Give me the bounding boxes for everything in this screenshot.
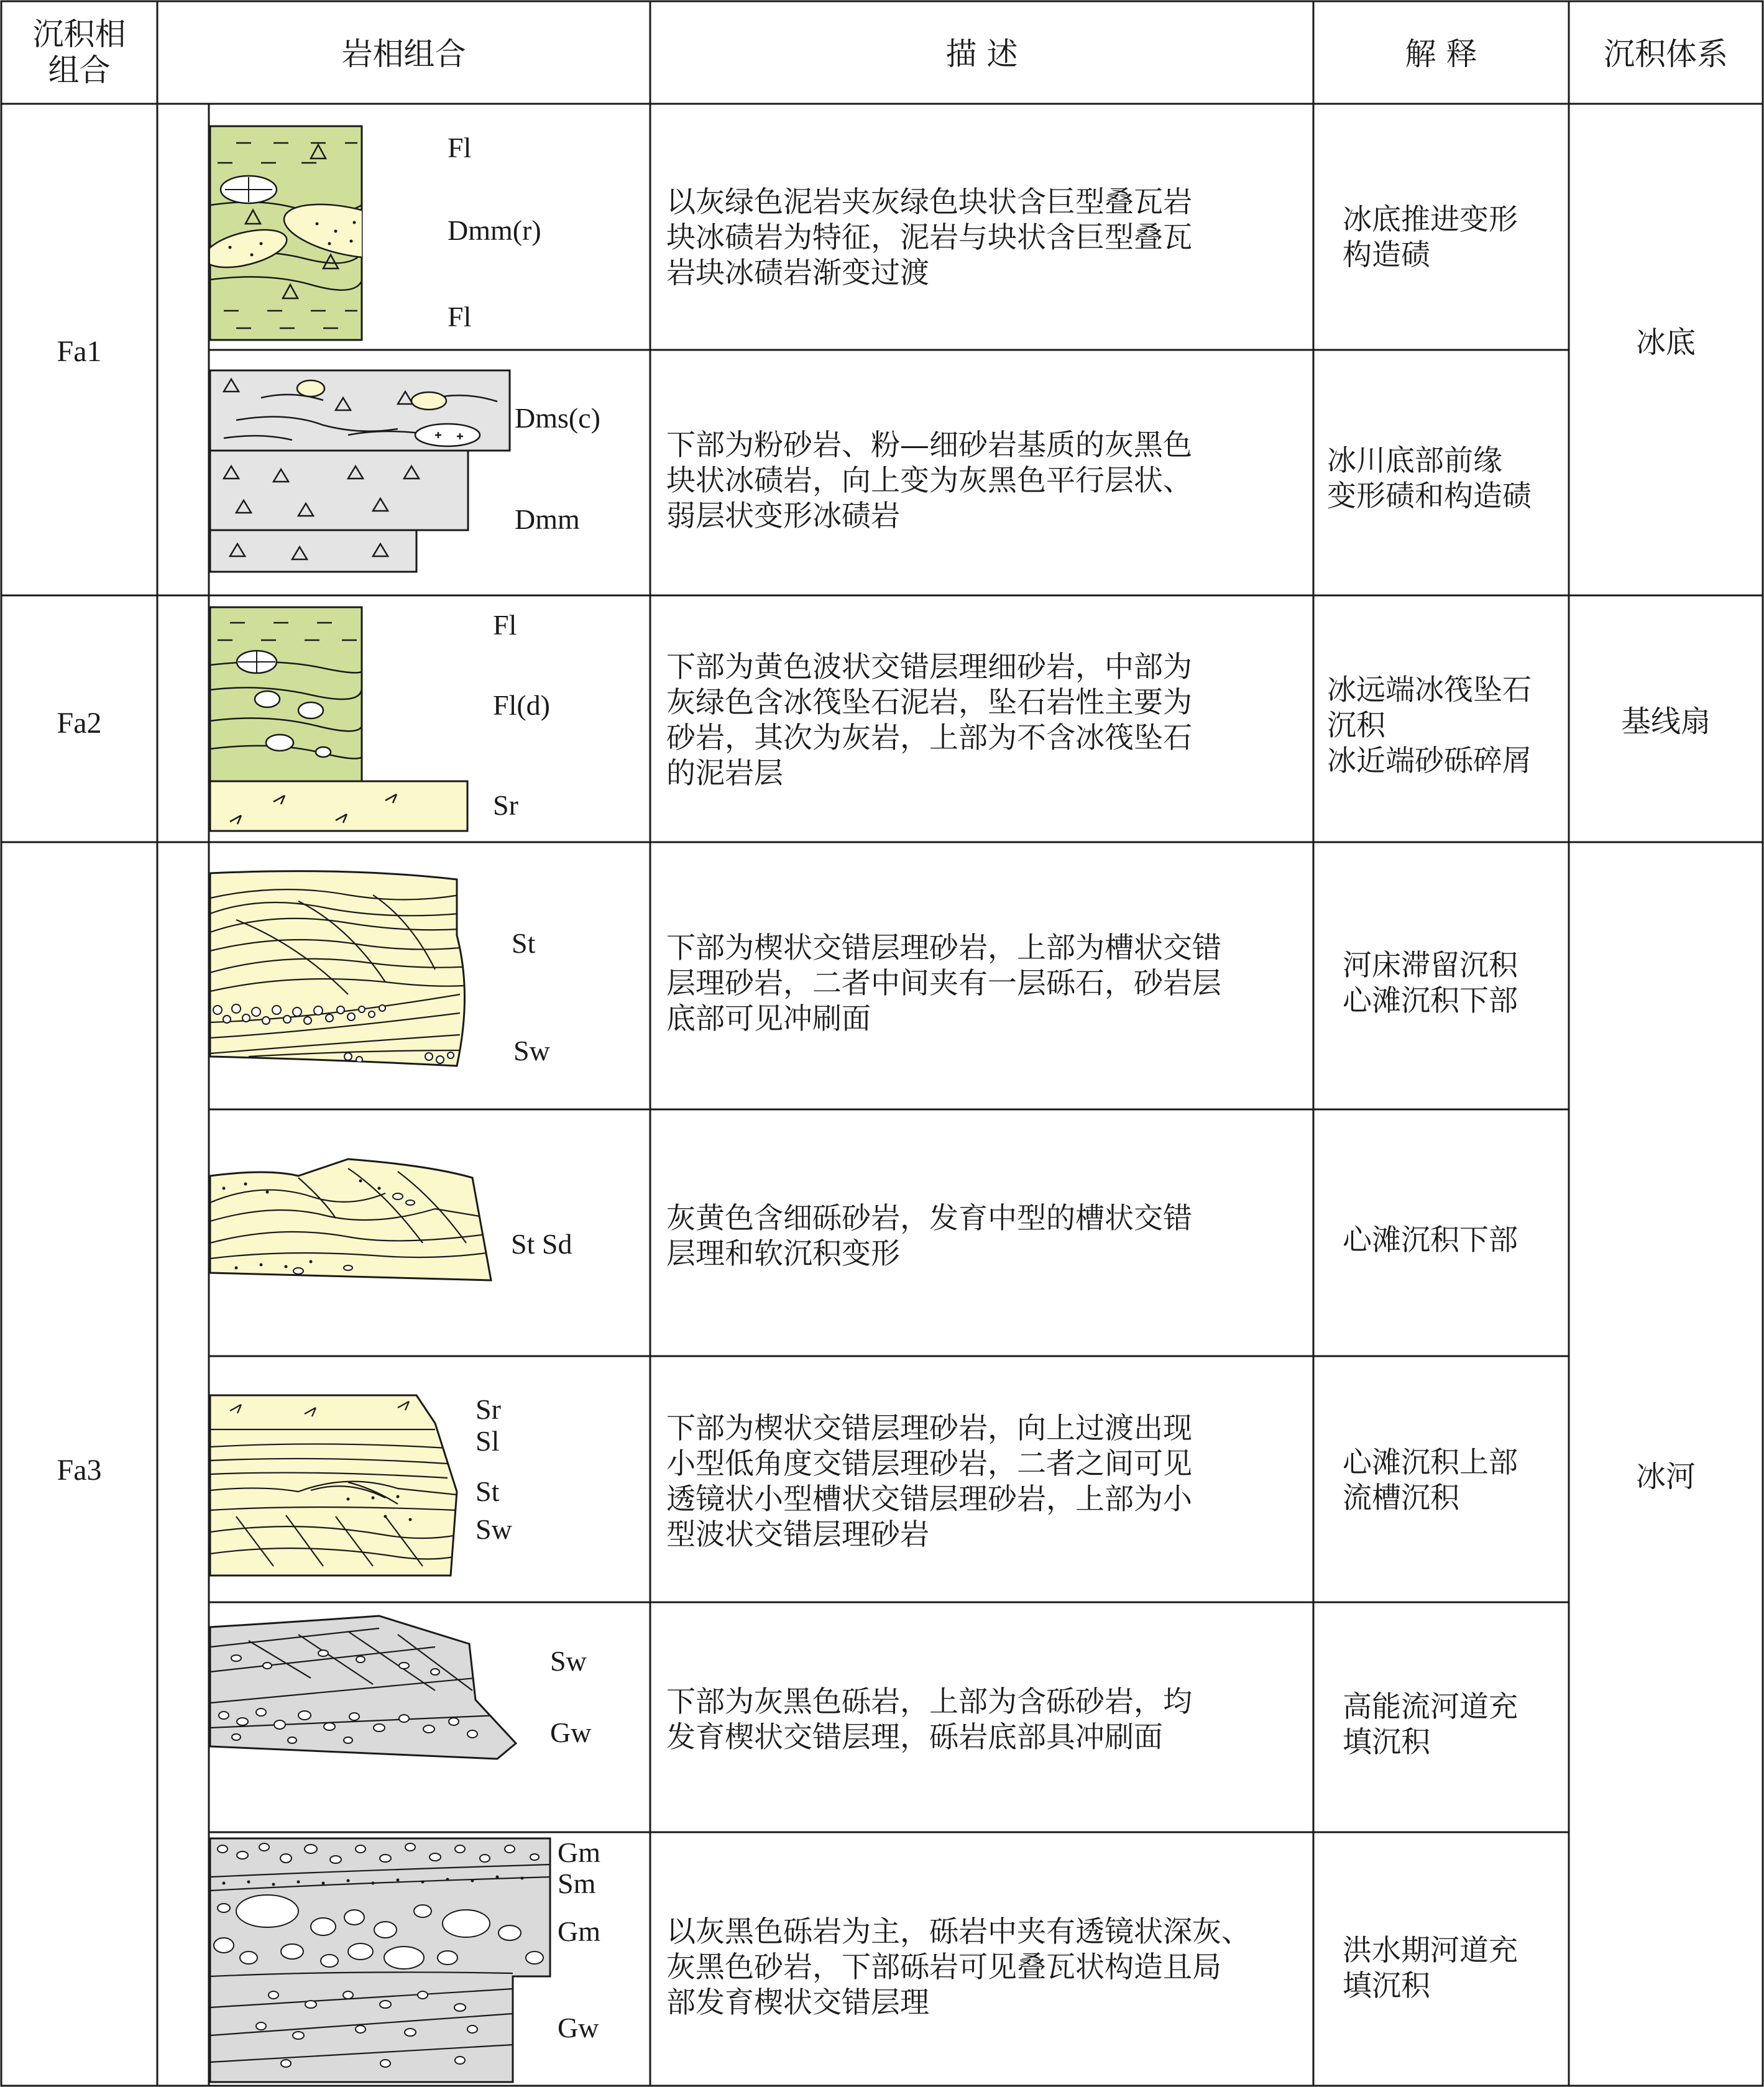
interpretation-line: 构造碛 <box>1343 238 1430 272</box>
row-description <box>666 1684 1300 1755</box>
interpretation-line: 沉积 <box>1327 709 1385 743</box>
description-line: 下部为粉砂岩、粉—细砂岩基质的灰黑色 <box>666 428 1192 462</box>
description-line: 型波状交错层理砂岩 <box>666 1518 929 1552</box>
row-interpretation <box>1327 443 1563 514</box>
group-code-fa1: Fa1 <box>57 335 102 368</box>
row-interpretation <box>1343 948 1560 1019</box>
facies-label: Fl <box>448 301 472 333</box>
facies-label: Sr <box>493 789 518 821</box>
facies-label: St Sd <box>511 1228 572 1260</box>
interpretation-line: 高能流河道充 <box>1343 1690 1518 1724</box>
facies-label: Fl <box>493 609 517 641</box>
description-line: 底部可见冲刷面 <box>666 1002 871 1036</box>
description-line: 层理和软沉积变形 <box>666 1237 900 1271</box>
facies-label: Fl <box>448 132 472 163</box>
description-line: 灰绿色含冰筏坠石泥岩，坠石岩性主要为 <box>666 686 1192 720</box>
facies-label: Sw <box>513 1035 550 1066</box>
header-group <box>1 16 157 88</box>
description-line: 下部为黄色波状交错层理细砂岩，中部为 <box>666 650 1192 684</box>
description-line: 块状冰碛岩，向上变为灰黑色平行层状、 <box>666 464 1192 498</box>
facies-label: Gm <box>558 1837 600 1868</box>
facies-label: Sr <box>475 1393 501 1425</box>
interpretation-line: 填沉积 <box>1343 1969 1430 2003</box>
group-code-fa3: Fa3 <box>57 1454 102 1487</box>
system-subglacial: 冰底 <box>1635 325 1696 360</box>
header-lithofacies: 岩相组合 <box>341 36 466 72</box>
litho-gm-sm-gm-gw <box>210 1838 550 2082</box>
facies-label: Sw <box>475 1513 512 1545</box>
description-line: 灰黑色砂岩，下部砾岩可见叠瓦状构造且局 <box>666 1950 1221 1984</box>
row-description <box>666 1201 1300 1272</box>
row-interpretation <box>1343 202 1560 273</box>
description-line: 下部为楔状交错层理砂岩，向上过渡出现 <box>666 1411 1192 1446</box>
header-group-line-2: 组合 <box>48 52 111 88</box>
facies-label: Sw <box>550 1645 587 1677</box>
interpretation-line: 河床滞留沉积 <box>1343 948 1518 983</box>
litho-st-sw <box>210 871 472 1066</box>
interpretation-line: 冰近端砂砾碎屑 <box>1327 744 1532 778</box>
header-group-line-1: 沉积相 <box>32 16 126 52</box>
description-line: 透镜状小型槽状交错层理砂岩，上部为小 <box>666 1482 1192 1516</box>
litho-fl-fld-sr <box>210 607 467 831</box>
description-line: 以灰绿色泥岩夹灰绿色块状含巨型叠瓦岩 <box>666 185 1192 219</box>
interpretation-line: 心滩沉积下部 <box>1343 1223 1518 1257</box>
facies-label: Dmm(r) <box>448 214 541 246</box>
interpretation-line: 冰远端冰筏坠石 <box>1327 673 1532 707</box>
row-description <box>666 930 1300 1037</box>
row-description <box>666 1914 1307 2020</box>
row-description <box>666 185 1300 291</box>
facies-label: Dms(c) <box>515 402 600 434</box>
description-line: 小型低角度交错层理砂岩，二者之间可见 <box>666 1447 1192 1481</box>
facies-label: Sm <box>558 1868 596 1899</box>
facies-label: Gw <box>550 1717 592 1748</box>
litho-sr-sl-st-sw <box>210 1395 457 1576</box>
description-line: 砂岩，其次为灰岩，上部为不含冰筏坠石 <box>666 721 1192 755</box>
interpretation-line: 冰川底部前缘 <box>1327 444 1502 478</box>
description-line: 下部为楔状交错层理砂岩，上部为槽状交错 <box>666 931 1221 965</box>
interpretation-line: 冰底推进变形 <box>1343 203 1518 237</box>
facies-label: Gm <box>558 1915 600 1947</box>
row-description <box>666 1411 1300 1553</box>
litho-dmsc-dmm <box>210 370 510 572</box>
litho-sw-gw <box>210 1616 516 1759</box>
header-interpretation: 解 释 <box>1405 36 1477 72</box>
description-line: 的泥岩层 <box>666 756 783 791</box>
facies-label: St <box>475 1475 500 1507</box>
row-interpretation <box>1343 1933 1560 2004</box>
header-system: 沉积体系 <box>1604 36 1728 72</box>
facies-label: Dmm <box>515 503 580 535</box>
facies-label: St <box>512 927 536 959</box>
description-line: 部发育楔状交错层理 <box>666 1986 929 2020</box>
description-line: 发育楔状交错层理，砾岩底部具冲刷面 <box>666 1720 1163 1754</box>
facies-label: Fl(d) <box>493 689 550 721</box>
row-interpretation <box>1343 1689 1560 1760</box>
interpretation-line: 填沉积 <box>1343 1725 1430 1759</box>
row-description <box>666 649 1300 791</box>
system-glacial-river: 冰河 <box>1635 1459 1696 1494</box>
facies-label: Sl <box>475 1425 500 1457</box>
description-line: 层理砂岩，二者中间夹有一层砾石，砂岩层 <box>666 966 1221 1001</box>
row-interpretation <box>1327 672 1563 779</box>
group-code-fa2: Fa2 <box>57 707 102 740</box>
description-line: 以灰黑色砾岩为主，砾岩中夹有透镜状深灰、 <box>666 1915 1251 1949</box>
description-line: 岩块冰碛岩渐变过渡 <box>666 256 929 290</box>
row-interpretation <box>1343 1222 1560 1258</box>
interpretation-line: 流槽沉积 <box>1343 1481 1459 1515</box>
facies-label: Gw <box>558 2012 599 2043</box>
litho-fl-dmmr <box>201 126 417 340</box>
description-line: 下部为灰黑色砾岩，上部为含砾砂岩，均 <box>666 1685 1192 1719</box>
interpretation-line: 变形碛和构造碛 <box>1327 479 1532 513</box>
row-interpretation <box>1343 1445 1560 1516</box>
description-line: 灰黄色含细砾砂岩，发育中型的槽状交错 <box>666 1201 1192 1236</box>
interpretation-line: 心滩沉积下部 <box>1343 984 1518 1018</box>
row-description <box>666 428 1300 534</box>
system-grounding-line-fan: 基线扇 <box>1620 704 1711 739</box>
description-line: 块冰碛岩为特征，泥岩与块状含巨型叠瓦 <box>666 221 1192 255</box>
litho-st-sd <box>210 1159 491 1280</box>
header-description: 描 述 <box>945 36 1018 72</box>
interpretation-line: 心滩沉积上部 <box>1343 1446 1518 1480</box>
interpretation-line: 洪水期河道充 <box>1343 1933 1518 1968</box>
description-line: 弱层状变形冰碛岩 <box>666 499 900 533</box>
